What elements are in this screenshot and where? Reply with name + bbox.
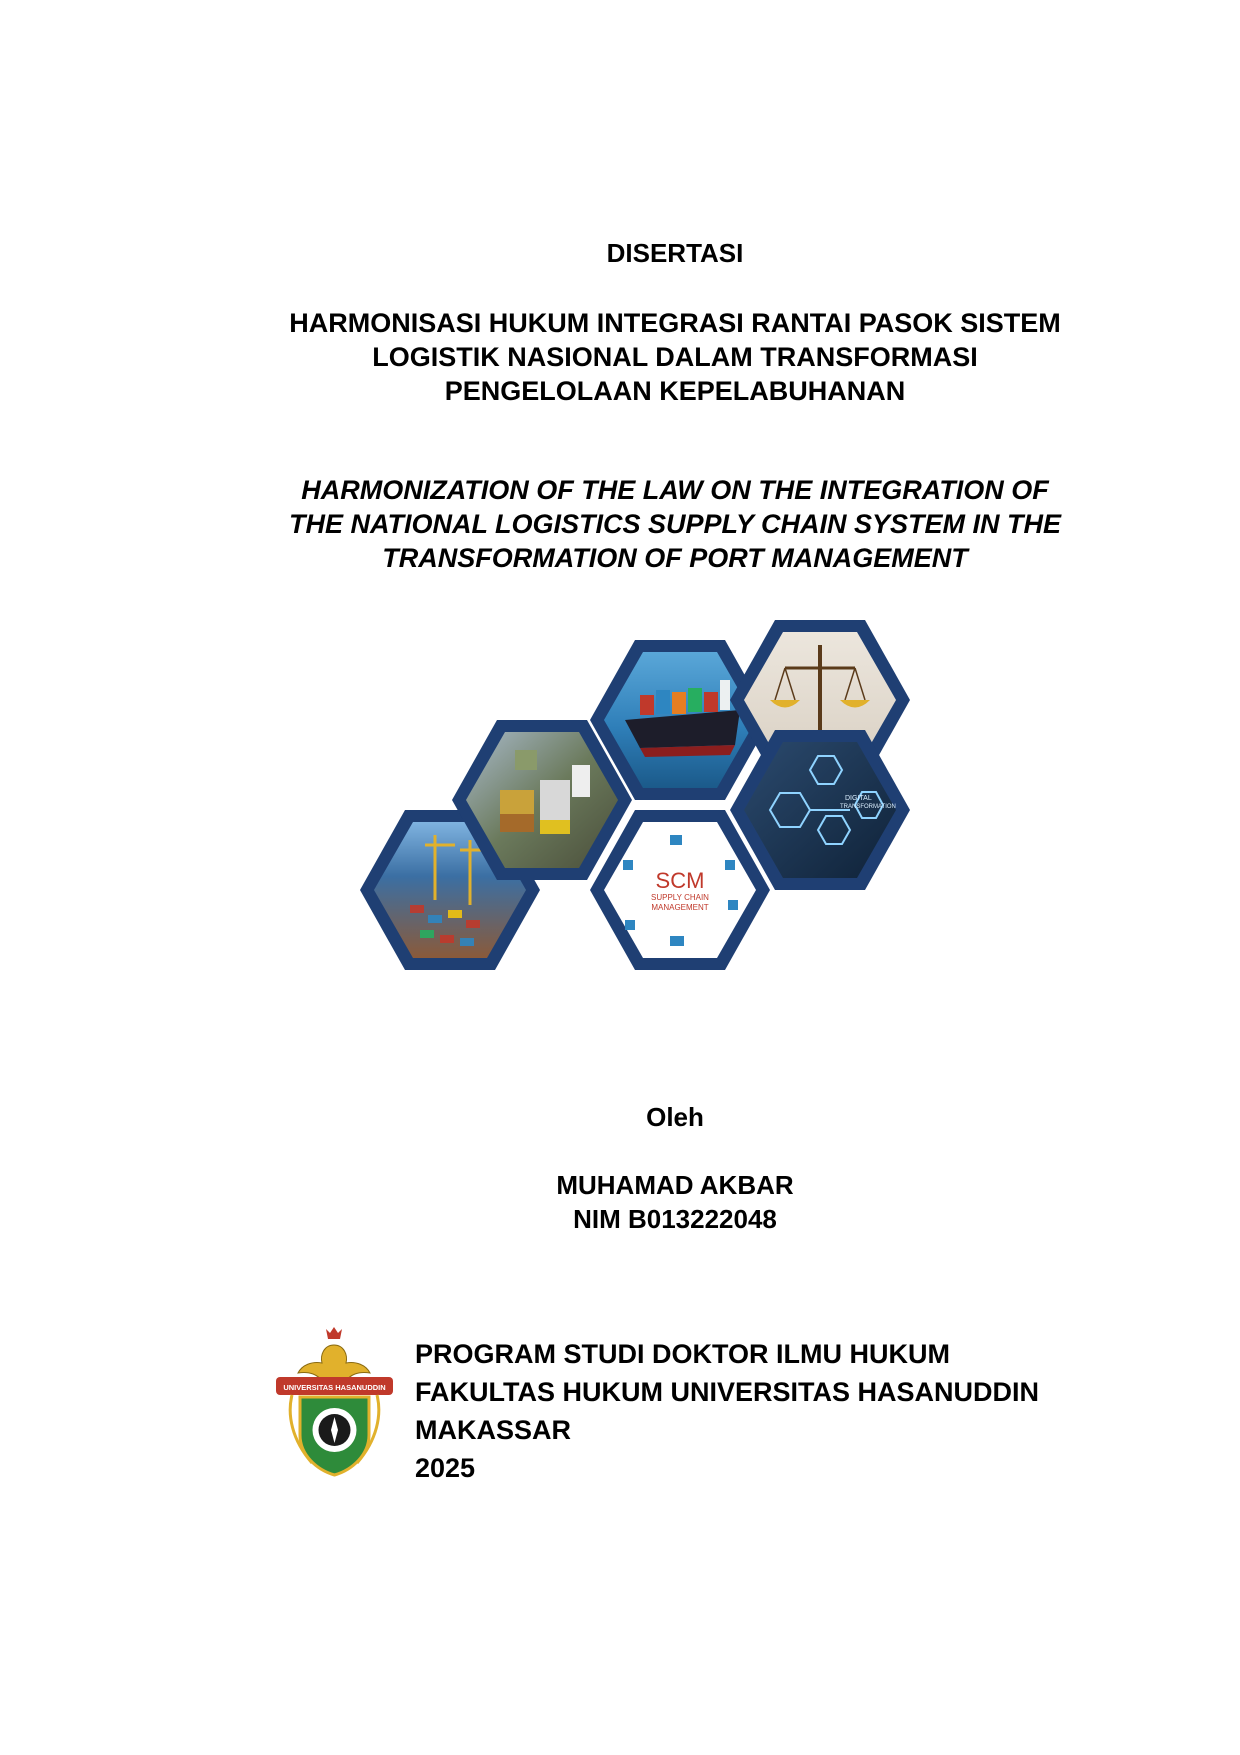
title-en-line-2: THE NATIONAL LOGISTICS SUPPLY CHAIN SYSTEM IN THE <box>288 509 1062 539</box>
title-indonesian <box>0 306 1240 408</box>
scm-subtitle-2: MANAGEMENT <box>651 903 709 912</box>
title-id-line-2: LOGISTIK NASIONAL DALAM TRANSFORMASI <box>372 342 978 372</box>
title-english <box>0 473 1240 575</box>
digital-transformation-hex <box>730 730 910 890</box>
author-name: MUHAMAD AKBAR <box>556 1170 794 1200</box>
student-id: NIM B013222048 <box>573 1204 777 1234</box>
title-id-line-3: PENGELOLAAN KEPELABUHANAN <box>444 376 906 406</box>
logo-text: UNIVERSITAS HASANUDDIN <box>283 1383 386 1392</box>
city: MAKASSAR <box>415 1415 572 1445</box>
faculty-name: FAKULTAS HUKUM UNIVERSITAS HASANUDDIN <box>415 1377 1039 1407</box>
year: 2025 <box>415 1453 476 1483</box>
institution-block <box>415 1335 1039 1487</box>
title-en-line-1: HARMONIZATION OF THE LAW ON THE INTEGRATION OF <box>301 475 1049 505</box>
digital-label-1: DIGITAL <box>845 795 872 802</box>
title-en-line-3: TRANSFORMATION OF PORT MANAGEMENT <box>382 543 968 573</box>
scm-subtitle-1: SUPPLY CHAIN <box>651 893 709 902</box>
by-label: Oleh <box>646 1102 704 1132</box>
cover-illustration <box>340 620 1010 1060</box>
university-logo <box>272 1325 397 1480</box>
scm-title: SCM <box>655 868 705 893</box>
program-name: PROGRAM STUDI DOKTOR ILMU HUKUM <box>415 1339 950 1369</box>
title-id-line-1: HARMONISASI HUKUM INTEGRASI RANTAI PASOK SISTEM <box>289 308 1061 338</box>
scm-hex <box>590 810 770 970</box>
digital-label-2: TRANSFORMATION <box>840 804 896 810</box>
document-type: DISERTASI <box>606 238 744 268</box>
